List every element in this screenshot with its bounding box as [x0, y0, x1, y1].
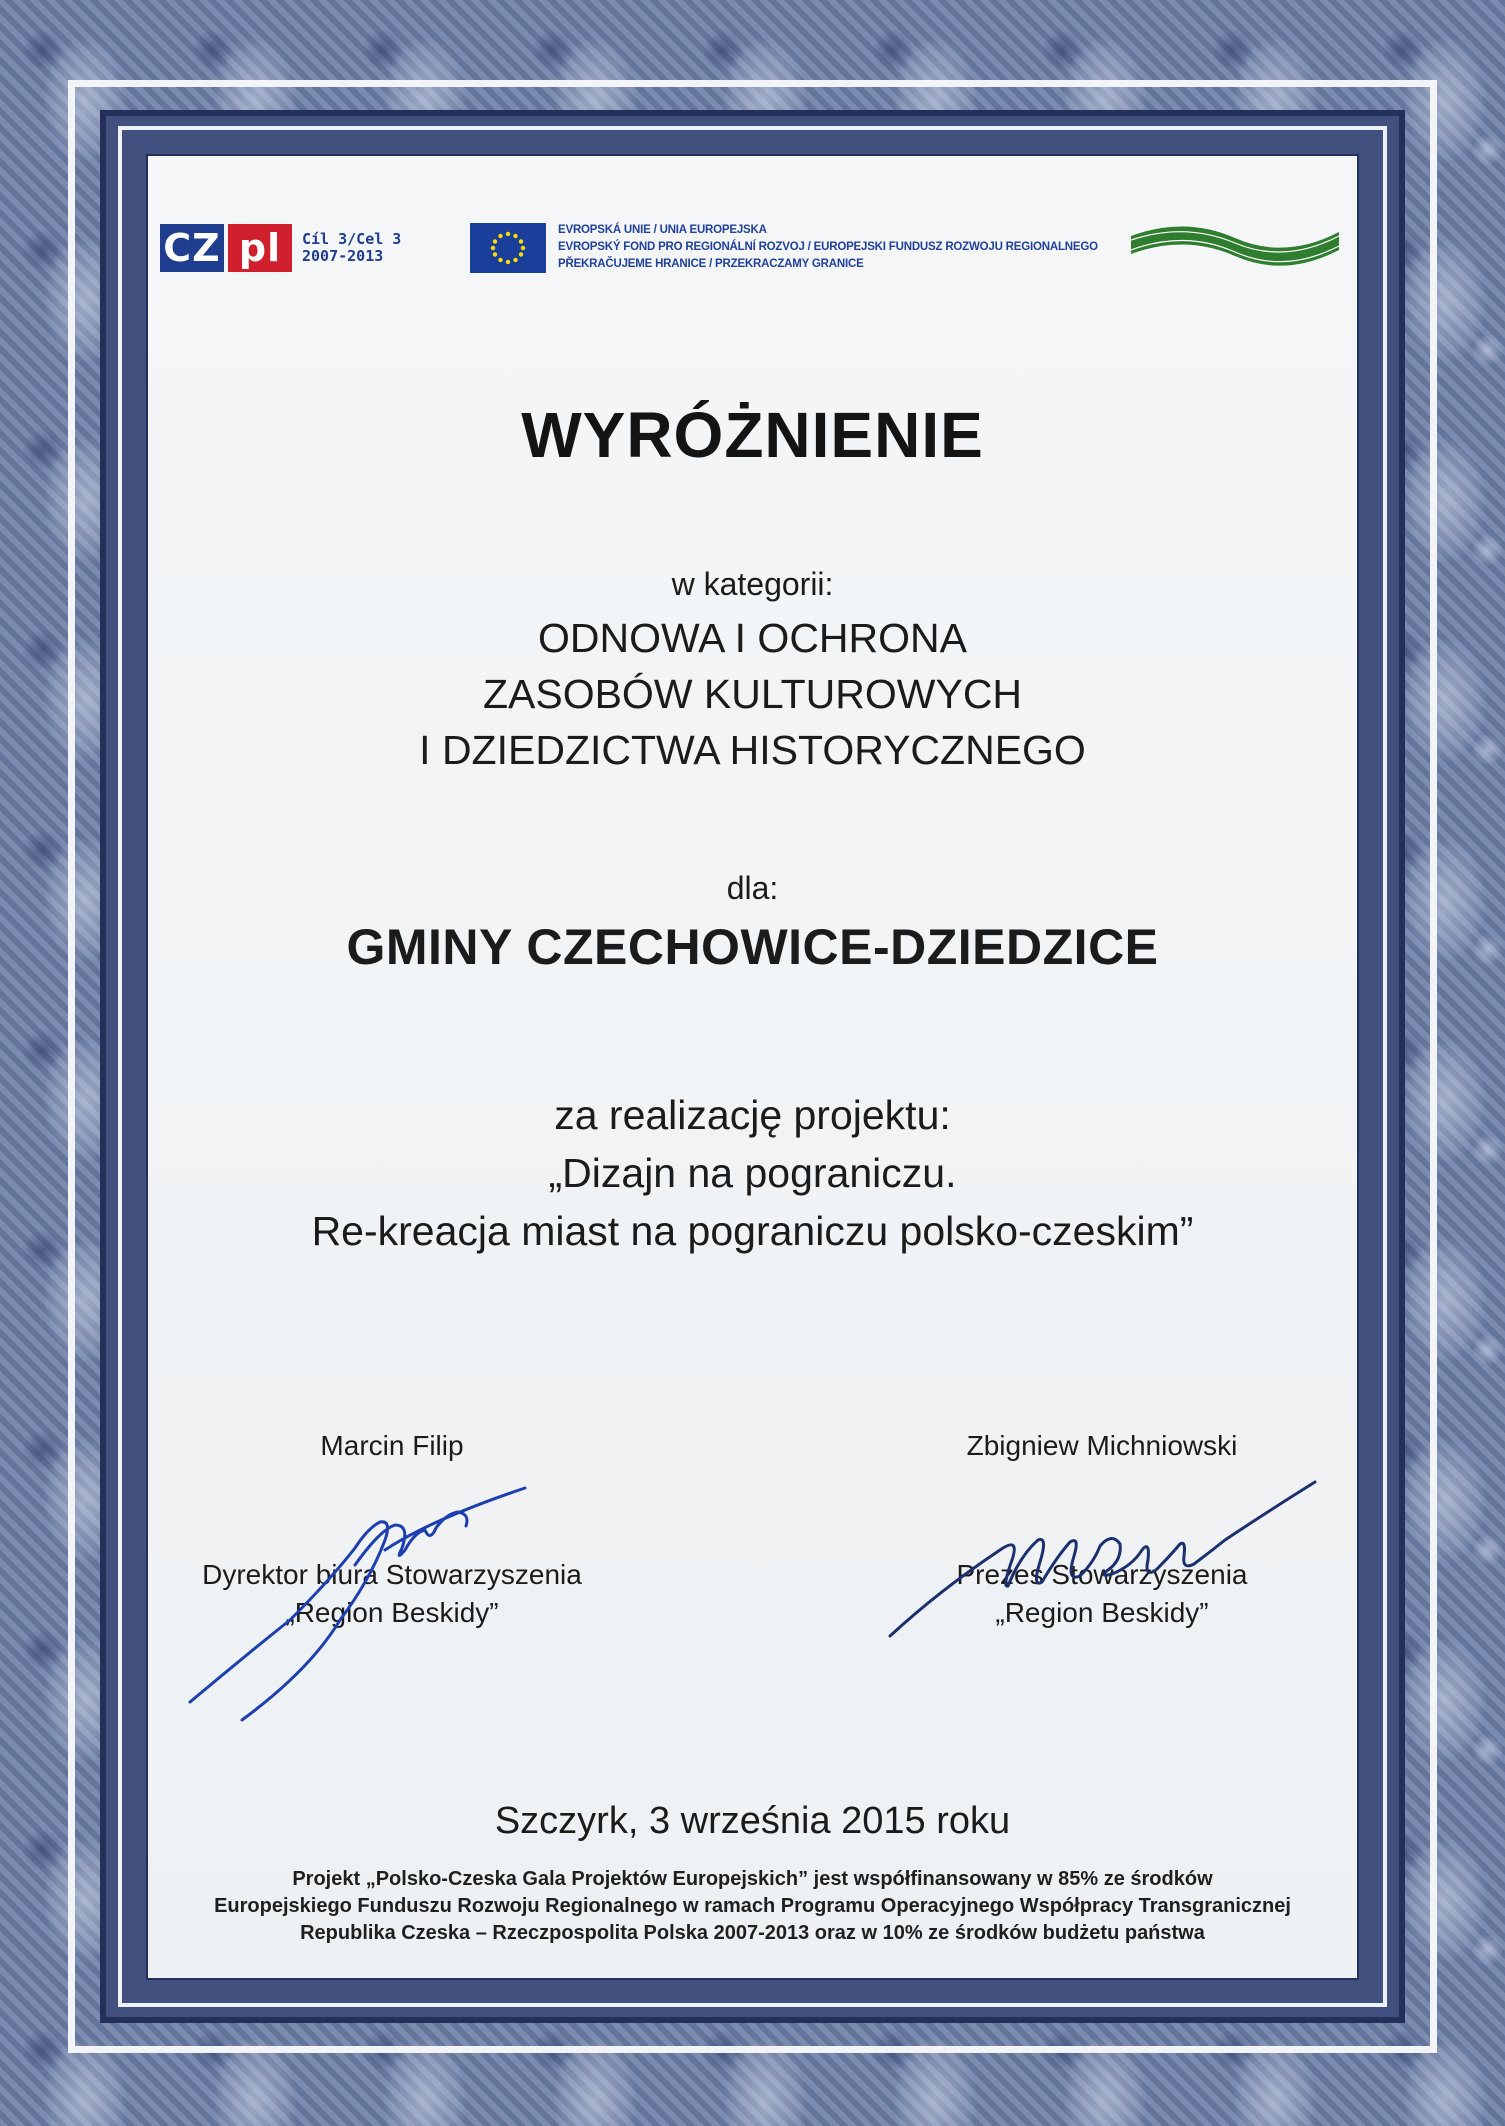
- for-label: dla:: [726, 870, 779, 906]
- left-handwritten-signature: [180, 1470, 540, 1730]
- project-intro: za realizację projektu:: [554, 1092, 951, 1138]
- left-signatory-role-line1: Dyrektor biura Stowarzyszenia: [202, 1559, 582, 1590]
- right-signatory-role-line1: Prezes Stowarzyszenia: [956, 1559, 1248, 1590]
- czpl-logo-cil: [302, 231, 401, 265]
- eu-flag-icon: [470, 223, 546, 273]
- left-signatory-role-line2: „Region Beskidy”: [285, 1597, 499, 1628]
- right-handwritten-signature: [880, 1470, 1320, 1650]
- category-name: [0, 610, 1505, 778]
- right-signatory-name: Zbigniew Michniowski: [966, 1430, 1238, 1461]
- category-line: ZASOBÓW KULTUROWYCH: [482, 671, 1023, 717]
- funding-footnote: [0, 1866, 1505, 1947]
- place-and-date: Szczyrk, 3 września 2015 roku: [494, 1800, 1011, 1842]
- project-title-line: „Dizajn na pograniczu.: [548, 1150, 957, 1196]
- category-line: ODNOWA I OCHRONA: [538, 615, 967, 661]
- eu-logo-line1: EVROPSKÁ UNIE / UNIA EUROPEJSKA: [558, 224, 767, 236]
- eu-logo-line3: PŘEKRAČUJEME HRANICE / PRZEKRACZAMY GRANICE: [558, 258, 864, 270]
- eu-stars-icon: [470, 223, 546, 273]
- czpl-logo-cil-line1: Cíl 3/Cel 3: [302, 230, 402, 248]
- czpl-logo-pl: pl: [228, 224, 292, 272]
- eu-logo-text: [558, 222, 1098, 273]
- category-line: I DZIEDZICTWA HISTORYCZNEGO: [419, 727, 1086, 773]
- right-signatory-role-line2: „Region Beskidy”: [995, 1597, 1209, 1628]
- recipient-name: GMINY CZECHOWICE-DZIEDZICE: [346, 919, 1159, 975]
- czpl-logo-cz: CZ: [160, 224, 224, 272]
- eu-logo: [470, 222, 1098, 273]
- certificate-title: WYRÓŻNIENIE: [521, 399, 984, 471]
- footnote-line: Europejskiego Funduszu Rozwoju Regionalnego w ramach Programu Operacyjnego Współpracy Transgranicznej: [214, 1895, 1291, 1917]
- czpl-logo: [160, 224, 401, 272]
- eu-logo-line2: EVROPSKÝ FOND PRO REGIONÁLNÍ ROZVOJ / EUROPEJSKI FUNDUSZ ROZWOJU REGIONALNEGO: [558, 241, 1098, 253]
- category-intro: w kategorii:: [671, 566, 834, 602]
- czpl-logo-cil-line2: 2007-2013: [302, 247, 384, 265]
- euroregion-beskidy-logo: [1125, 216, 1345, 286]
- left-signatory-name: Marcin Filip: [320, 1430, 464, 1461]
- project-title-line: Re-kreacja miast na pograniczu polsko-czeskim”: [311, 1208, 1194, 1254]
- logo-row: [160, 222, 1345, 292]
- footnote-line: Projekt „Polsko-Czeska Gala Projektów Europejskich” jest współfinansowany w 85% ze środków: [292, 1868, 1213, 1890]
- project-title: [0, 1144, 1505, 1260]
- footnote-line: Republika Czeska – Rzeczpospolita Polska 2007-2013 oraz w 10% ze środków budżetu państwa: [300, 1922, 1205, 1944]
